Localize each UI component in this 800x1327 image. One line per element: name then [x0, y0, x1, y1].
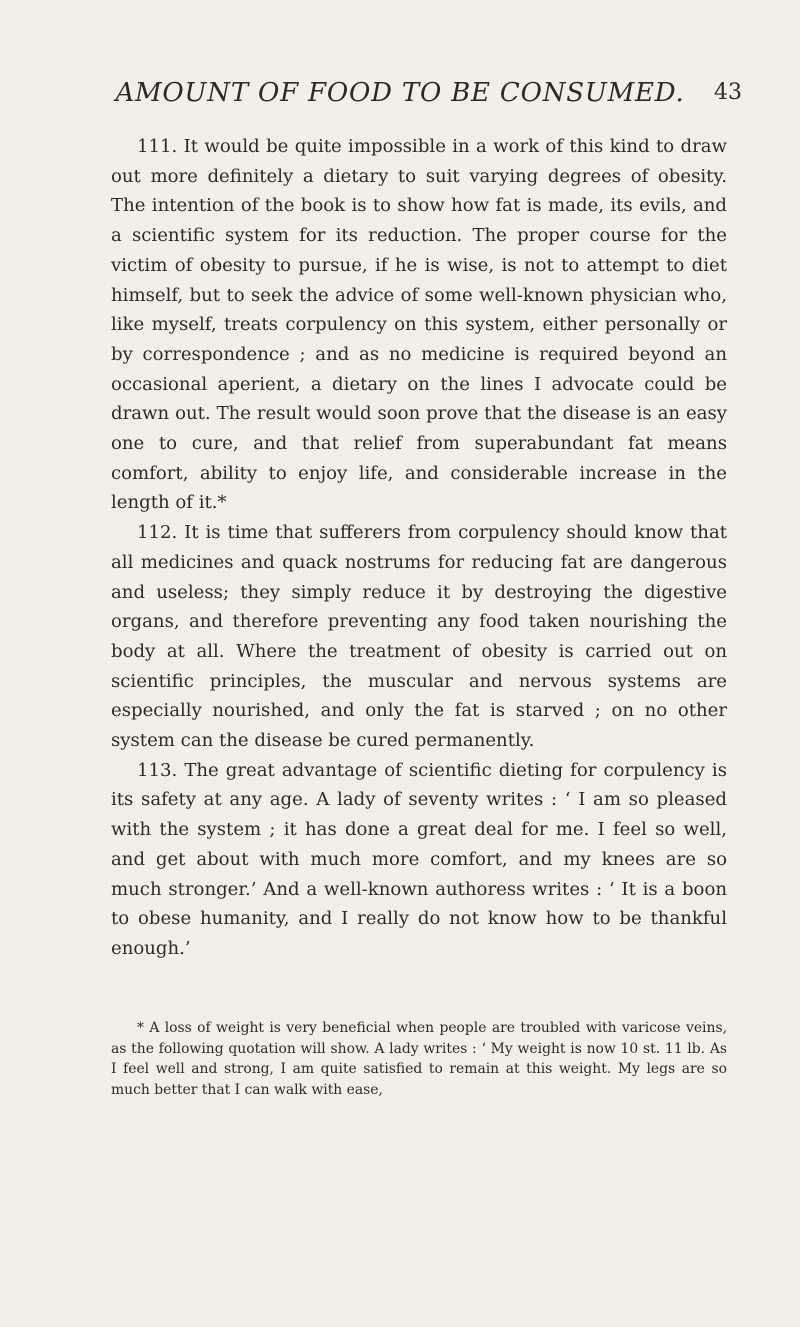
main-text	[111, 132, 727, 964]
footnote-text: * A loss of weight is very beneficial when people are troubled with varicose veins, as the following quotation will show. A lady writes : ‘ My weight is now 10 st. 11 lb. As I feel well and strong, I am quite satisfied to remain at this weight. My legs are so much better that I can walk with ease,	[111, 1020, 727, 1098]
paragraph-111: 111. It would be quite impossible in a work of this kind to draw out more definitely a dietary to suit varying degrees of obesity. The intention of the book is to show how fat is made, its evils, and a scientific system for its reduction. The proper course for the victim of obesity to pursue, if he is wise, is not to attempt to diet himself, but to seek the advice of some well-known physician who, like myself, treats corpulency on this system, either personally or by correspondence ; and as no medicine is required beyond an occasional aperient, a dietary on the lines I advocate could be drawn out. The result would soon prove that the disease is an easy one to cure, and that relief from superabundant fat means comfort, ability to enjoy life, and considerable increase in the length of it.*	[111, 136, 727, 514]
footnote	[111, 1018, 727, 1100]
paragraph-113: 113. The great advantage of scientific dieting for corpulency is its safety at any age. A lady of seventy writes : ‘ I am so pleased with the system ; it has done a great deal for me. I feel so well, and get about with much more comfort, and my knees are so much stronger.’ And a well-known authoress writes : ‘ It is a boon to obese humanity, and I really do not know how to be thankful enough.’	[111, 759, 727, 959]
page-number: 43	[714, 80, 742, 105]
running-head: AMOUNT OF FOOD TO BE CONSUMED.	[115, 78, 685, 108]
paragraph-112: 112. It is time that sufferers from corpulency should know that all medicines and quack nostrums for reducing fat are dangerous and useless; they simply reduce it by destroying the digestive organs, and therefore preventing any food taken nourishing the body at all. Where the treatment of obesity is carried out on scientific principles, the muscular and nervous systems are especially nourished, and only the fat is starved ; on no other system can the disease be cured permanently.	[111, 522, 727, 752]
page-header	[0, 78, 800, 112]
